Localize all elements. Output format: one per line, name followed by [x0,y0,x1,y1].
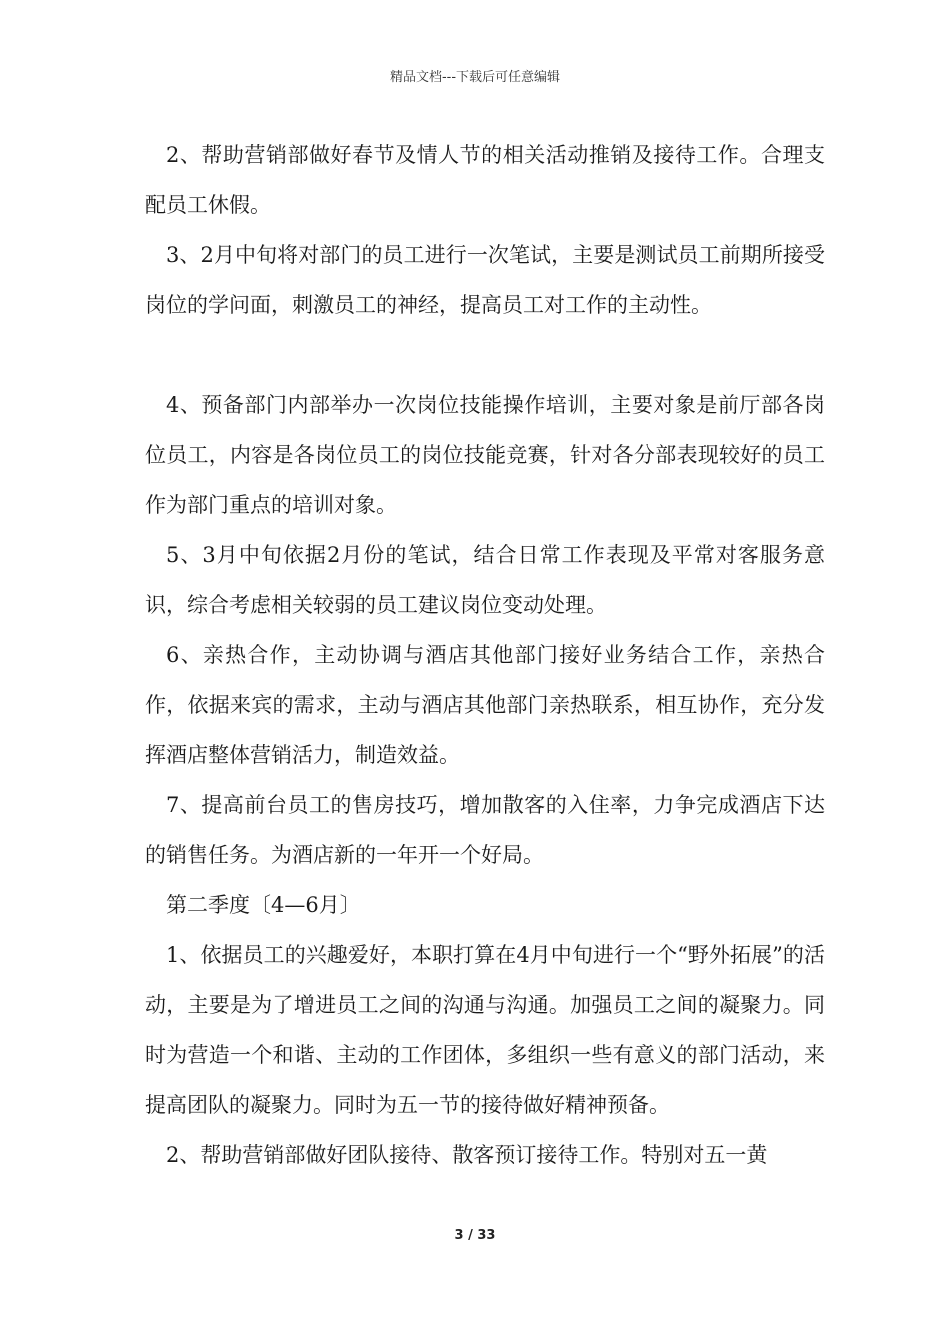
paragraph-q2-item-2: 2、帮助营销部做好团队接待、散客预订接待工作。特别对五一黄 [166,1143,768,1167]
page-number: 3 / 33 [454,1228,496,1243]
paragraph-item-7: 7、提高前台员工的售房技巧，增加散客的入住率，力争完成酒店下达的销售任务。为酒店新的一年开一个好局。 [145,793,825,867]
paragraph-gap [145,330,825,380]
page-header: 精品文档---下载后可任意编辑 [389,70,561,85]
paragraph-item-2: 2、帮助营销部做好春节及情人节的相关活动推销及接待工作。合理支配员工休假。 [145,143,825,217]
paragraph-item-4: 4、预备部门内部举办一次岗位技能操作培训，主要对象是前厅部各岗位员工，内容是各岗位员工的岗位技能竞赛，针对各分部表现较好的员工作为部门重点的培训对象。 [145,393,825,517]
paragraph-item-5: 5、3月中旬依据2月份的笔试，结合日常工作表现及平常对客服务意识，综合考虑相关较弱的员工建议岗位变动处理。 [145,543,825,617]
paragraph-q2-item-1: 1、依据员工的兴趣爱好，本职打算在4月中旬进行一个“野外拓展”的活动，主要是为了增进员工之间的沟通与沟通。加强员工之间的凝聚力。同时为营造一个和谐、主动的工作团体，多组织一些有意义的部门活动，来提高团队的凝聚力。同时为五一节的接待做好精神预备。 [145,943,825,1117]
paragraph-item-6: 6、亲热合作，主动协调与酒店其他部门接好业务结合工作，亲热合作，依据来宾的需求，主动与酒店其他部门亲热联系，相互协作，充分发挥酒店整体营销活力，制造效益。 [145,643,825,767]
document-body [145,130,825,1180]
paragraph-item-3: 3、2月中旬将对部门的员工进行一次笔试，主要是测试员工前期所接受岗位的学问面，刺激员工的神经，提高员工对工作的主动性。 [145,243,825,317]
section-heading-q2: 第二季度〔4—6月〕 [166,893,361,917]
